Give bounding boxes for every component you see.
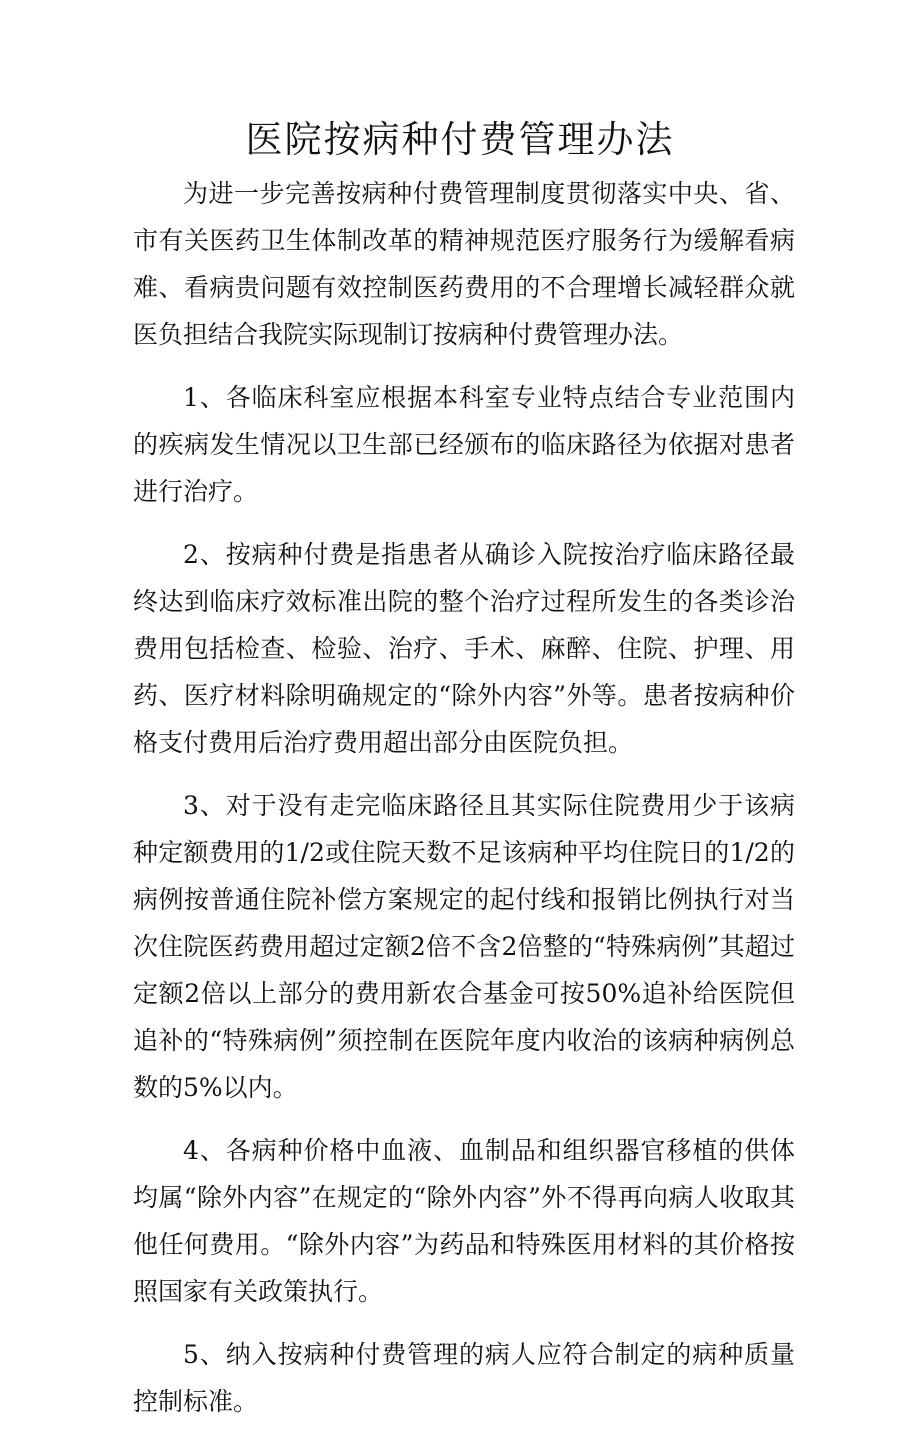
paragraph-item-4: 4、各病种价格中血液、血制品和组织器官移植的供体均属“除外内容”在规定的“除外内容”外不得再向病人收取其他任何费用。“除外内容”为药品和特殊医用材料的其价格按照国家有关政策执行。 — [133, 1136, 795, 1306]
paragraph-item-1: 1、各临床科室应根据本科室专业特点结合专业范围内的疾病发生情况以卫生部已经颁布的临床路径为依据对患者进行治疗。 — [133, 383, 795, 506]
paragraph-item-5: 5、纳入按病种付费管理的病人应符合制定的病种质量控制标准。 — [133, 1340, 795, 1416]
paragraph-item-3: 3、对于没有走完临床路径且其实际住院费用少于该病种定额费用的1/2或住院天数不足该病种平均住院日的1/2的病例按普通住院补偿方案规定的起付线和报销比例执行对当次住院医药费用超过定额2倍不含2倍整的“特殊病例”其超过定额2倍以上部分的费用新农合基金可按50%追补给医院但追补的“特殊病例”须控制在医院年度内收治的该病种病例总数的5%以内。 — [133, 791, 795, 1102]
document-title: 医院按病种付费管理办法 — [245, 118, 675, 161]
paragraph-item-2: 2、按病种付费是指患者从确诊入院按治疗临床路径最终达到临床疗效标准出院的整个治疗过程所发生的各类诊治费用包括检查、检验、治疗、手术、麻醉、住院、护理、用药、医疗材料除明确规定的“除外内容”外等。患者按病种价格支付费用后治疗费用超出部分由医院负担。 — [133, 540, 795, 757]
paragraph-intro: 为进一步完善按病种付费管理制度贯彻落实中央、省、市有关医药卫生体制改革的精神规范医疗服务行为缓解看病难、看病贵问题有效控制医药费用的不合理增长减轻群众就医负担结合我院实际现制订按病种付费管理办法。 — [133, 179, 795, 349]
document-body — [133, 170, 795, 1441]
